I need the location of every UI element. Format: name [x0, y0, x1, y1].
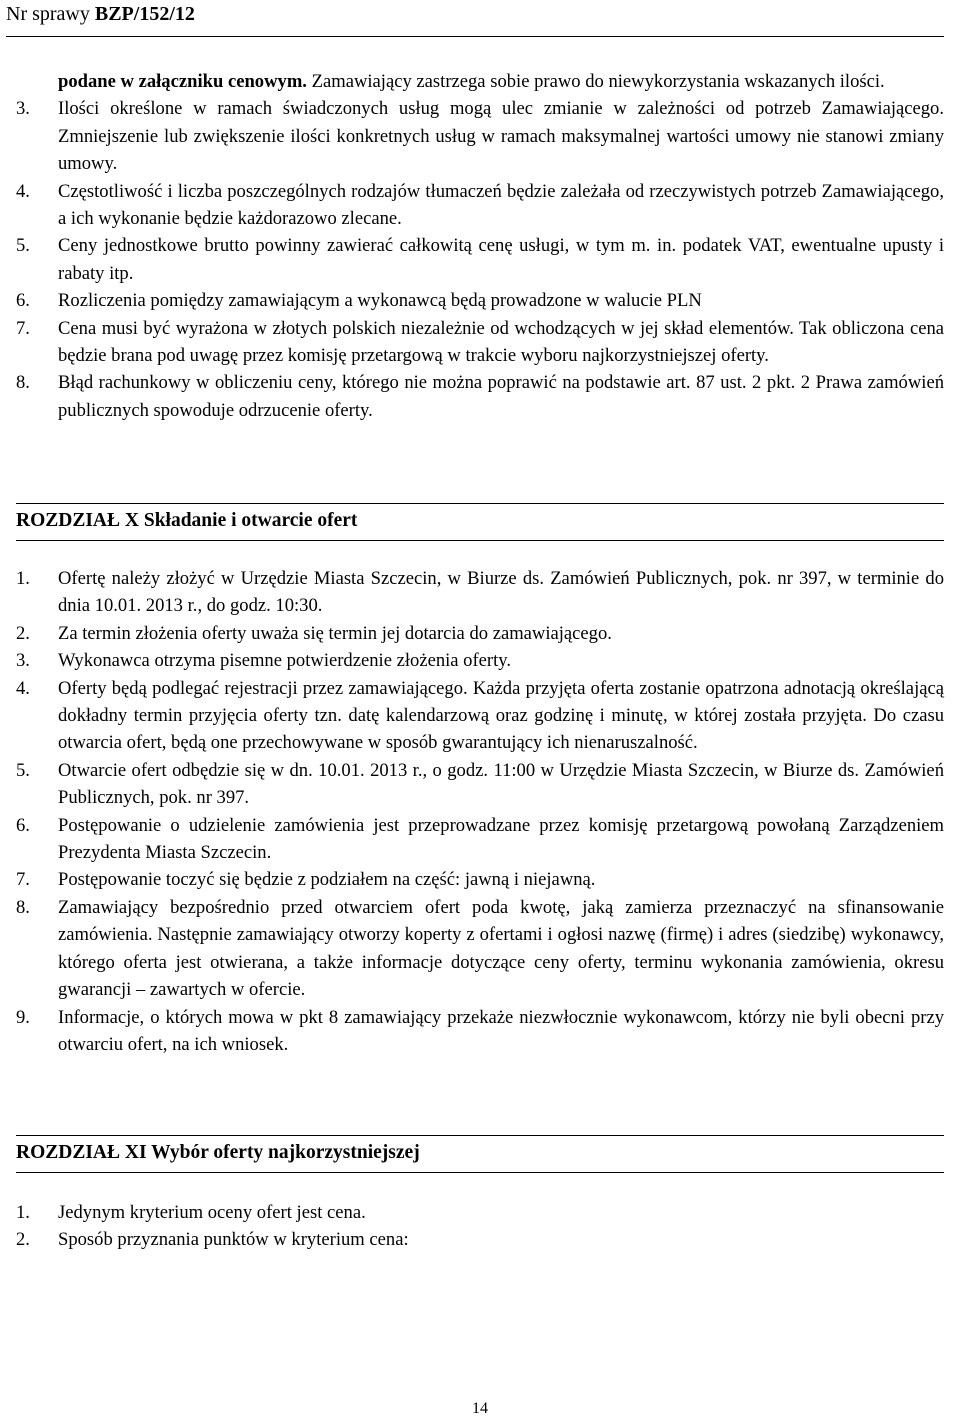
item-body-text: Jedynym kryterium oceny ofert jest cena. — [58, 1202, 366, 1223]
item-body-text: Oferty będą podlegać rejestracji przez zamawiającego. Każda przyjęta oferta zostanie opatrzona adnotacją określającą dokładny termin przyjęcia oferty tzn. datę kalendarzową oraz godzinę i minutę, w której została przyjęta. Do czasu otwarcia ofert, będą one przechowywane w sposób gwarantujący ich nienaruszalność. — [58, 677, 944, 754]
header-rule — [6, 36, 944, 37]
item-text — [58, 866, 944, 893]
item-text — [58, 68, 944, 95]
item-number: 8. — [16, 372, 30, 394]
section-heading-x — [16, 503, 944, 541]
item-body-text: Zamawiający zastrzega sobie prawo do niewykorzystania wskazanych ilości. — [306, 71, 885, 92]
item-body-text: Wykonawca otrzyma pisemne potwierdzenie złożenia oferty. — [58, 650, 512, 672]
section-heading-xi — [16, 1135, 944, 1173]
item-body-text: Postępowanie toczyć się będzie z podziałem na część: jawną i niejawną. — [58, 869, 596, 891]
header-prefix: Nr sprawy — [6, 3, 95, 25]
page-number: 14 — [472, 1400, 488, 1417]
list-item — [16, 315, 944, 370]
list-item — [16, 565, 944, 620]
item-number: 5. — [16, 235, 30, 257]
item-number: 7. — [16, 869, 30, 891]
item-text — [58, 1199, 944, 1226]
list-item — [16, 812, 944, 867]
item-number: 4. — [16, 677, 30, 699]
list-item — [16, 675, 944, 757]
item-number: 5. — [16, 759, 30, 781]
item-body-text: Postępowanie o udzielenie zamówienia jest przeprowadzane przez komisję przetargową powołaną Zarządzeniem Prezydenta Miasta Szczecin. — [58, 814, 944, 864]
item-bold-text: podane w załączniku cenowym. — [58, 71, 307, 92]
item-number: 1. — [16, 1202, 30, 1223]
list-item — [16, 1199, 944, 1226]
section-x-list — [16, 565, 944, 1058]
item-text — [58, 675, 944, 757]
list-item — [16, 1226, 944, 1253]
item-number: 1. — [16, 568, 30, 589]
list-item — [16, 369, 944, 424]
item-text — [58, 894, 944, 1004]
item-number — [16, 68, 58, 95]
list-item — [16, 178, 944, 233]
list-item — [16, 232, 944, 287]
item-number: 3. — [16, 98, 30, 120]
item-number: 2. — [16, 622, 30, 644]
section-heading-xi-text: ROZDZIAŁ XI Wybór oferty najkorzystniejszej — [16, 1142, 420, 1163]
item-body-text: Ceny jednostkowe brutto powinny zawierać całkowitą cenę usługi, w tym m. in. podatek VAT, ewentualne upusty i rabaty itp. — [58, 235, 944, 284]
item-number: 2. — [16, 1229, 30, 1251]
item-body-text: Ilości określone w ramach świadczonych usług mogą ulec zmianie w zależności od potrzeb Zamawiającego. Zmniejszenie lub zwiększenie ilości konkretnych usług w ramach maksymalnej wartości umowy nie stanowi zmiany umowy. — [58, 98, 944, 175]
item-text — [58, 1004, 944, 1059]
list-item — [16, 866, 944, 893]
item-number: 6. — [16, 290, 30, 312]
item-number: 9. — [16, 1006, 30, 1028]
item-text — [58, 647, 944, 674]
item-number: 3. — [16, 650, 30, 672]
item-body-text: Rozliczenia pomiędzy zamawiającym a wykonawcą będą prowadzone w walucie PLN — [58, 290, 702, 312]
item-text — [58, 95, 944, 177]
list-item — [16, 95, 944, 177]
item-text — [58, 565, 944, 620]
case-number: BZP/152/12 — [94, 3, 195, 25]
item-number: 8. — [16, 896, 30, 918]
item-body-text: Cena musi być wyrażona w złotych polskich niezależnie od wchodzących w jej skład elementów. Tak obliczona cena będzie brana pod uwagę przez komisję przetargową w trakcie wyboru najkorzystniejszej oferty. — [58, 317, 944, 367]
list-item — [16, 287, 944, 314]
item-text — [58, 287, 944, 314]
list-item — [16, 1004, 944, 1059]
list-item — [16, 68, 944, 95]
section-xi-list — [16, 1199, 944, 1254]
item-text — [58, 178, 944, 233]
item-body-text: Ofertę należy złożyć w Urzędzie Miasta Szczecin, w Biurze ds. Zamówień Publicznych, pok. nr 397, w terminie do dnia 10.01. 2013 r., do godz. 10:30. — [58, 568, 944, 617]
item-body-text: Za termin złożenia oferty uważa się termin jej dotarcia do zamawiającego. — [58, 622, 612, 644]
item-text — [58, 757, 944, 812]
item-text — [58, 315, 944, 370]
list-item — [16, 620, 944, 647]
item-body-text: Informacje, o których mowa w pkt 8 zamawiający przekaże niezwłocznie wykonawcom, którzy nie byli obecni przy otwarciu ofert, na ich wniosek. — [58, 1006, 944, 1055]
item-text — [58, 232, 944, 287]
item-body-text: Otwarcie ofert odbędzie się w dn. 10.01. 2013 r., o godz. 11:00 w Urzędzie Miasta Szczecin, w Biurze ds. Zamówień Publicznych, pok. nr 397. — [58, 759, 944, 809]
item-number: 7. — [16, 317, 30, 339]
item-text — [58, 369, 944, 424]
page-header — [6, 2, 195, 26]
item-text — [58, 620, 944, 647]
section-heading-x-text: ROZDZIAŁ X Składanie i otwarcie ofert — [16, 510, 358, 531]
item-text — [58, 1226, 944, 1253]
item-body-text: Sposób przyznania punktów w kryterium cena: — [58, 1229, 409, 1251]
item-text — [58, 812, 944, 867]
item-body-text: Błąd rachunkowy w obliczeniu ceny, którego nie można poprawić na podstawie art. 87 ust. 2 pkt. 2 Prawa zamówień publicznych spowoduje odrzucenie oferty. — [58, 372, 944, 421]
list-item — [16, 757, 944, 812]
item-body-text: Zamawiający bezpośrednio przed otwarciem ofert poda kwotę, jaką zamierza przeznaczyć na sfinansowanie zamówienia. Następnie zamawiający otworzy koperty z ofertami i ogłosi nazwę (firmę) i adres (siedzibę) wykonawcy, którego oferta jest otwierana, a także informacje dotyczące ceny oferty, terminu wykonania zamówienia, okresu gwarancji – zawartych w ofercie. — [58, 896, 944, 1001]
item-number: 6. — [16, 814, 30, 836]
item-body-text: Częstotliwość i liczba poszczególnych rodzajów tłumaczeń będzie zależała od rzeczywistych potrzeb Zamawiającego, a ich wykonanie będzie każdorazowo zlecane. — [58, 180, 944, 230]
list-item — [16, 894, 944, 1004]
requirements-list — [16, 68, 944, 424]
item-number: 4. — [16, 180, 30, 202]
list-item — [16, 647, 944, 674]
